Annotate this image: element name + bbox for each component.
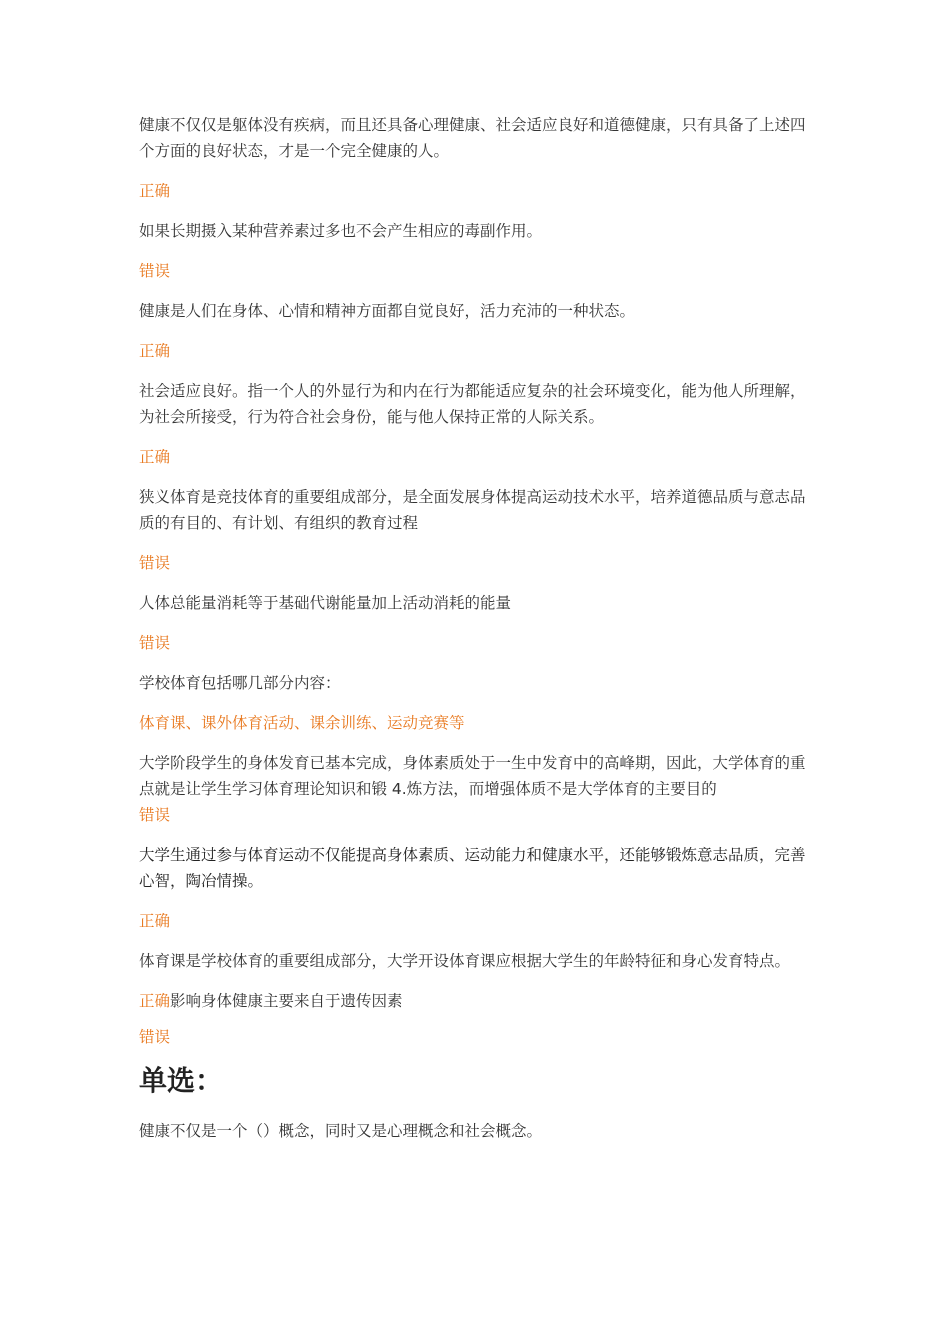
answer-text: 正确 [139, 912, 171, 930]
question-text: 健康是人们在身体、心情和精神方面都自觉良好，活力充沛的一种状态。 [139, 302, 636, 320]
answer-text: 错误 [139, 1028, 171, 1046]
question-text: 健康不仅仅是躯体没有疾病，而且还具备心理健康、社会适应良好和道德健康，只有具备了上述四个方面的良好状态，才是一个完全健康的人。 [139, 116, 806, 160]
section-heading: 单选： [139, 1064, 224, 1097]
answer-text: 错误 [139, 554, 171, 572]
answer-text: 正确 [139, 182, 171, 200]
answer-text: 错误 [139, 262, 171, 280]
question-text: 学校体育包括哪几部分内容： [139, 674, 341, 692]
question-text: 大学阶段学生的身体发育已基本完成，身体素质处于一生中发育中的高峰期，因此，大学体育的重点就是让学生学习体育理论知识和锻 4.炼方法，而增强体质不是大学体育的主要目的 [139, 754, 806, 798]
answer-text: 错误 [139, 806, 171, 824]
answer-text: 正确 [139, 342, 171, 360]
question-text: 体育课是学校体育的重要组成部分，大学开设体育课应根据大学生的年龄特征和身心发育特点。 [139, 952, 791, 970]
answer-text: 正确 [139, 992, 171, 1010]
answer-text: 错误 [139, 634, 171, 652]
question-text: 社会适应良好。指一个人的外显行为和内在行为都能适应复杂的社会环境变化，能为他人所理解，为社会所接受，行为符合社会身份，能与他人保持正常的人际关系。 [139, 382, 806, 426]
question-text: 人体总能量消耗等于基础代谢能量加上活动消耗的能量 [139, 594, 512, 612]
question-text: 如果长期摄入某种营养素过多也不会产生相应的毒副作用。 [139, 222, 543, 240]
document-body [139, 112, 809, 1144]
question-text: 健康不仅是一个（）概念，同时又是心理概念和社会概念。 [139, 1122, 543, 1140]
question-text: 大学生通过参与体育运动不仅能提高身体素质、运动能力和健康水平，还能够锻炼意志品质，完善心智，陶冶情操。 [139, 846, 806, 890]
answer-text: 体育课、课外体育活动、课余训练、运动竞赛等 [139, 714, 465, 732]
question-text: 狭义体育是竞技体育的重要组成部分，是全面发展身体提高运动技术水平，培养道德品质与意志品质的有目的、有计划、有组织的教育过程 [139, 488, 806, 532]
answer-and-question-line [139, 988, 809, 1014]
question-text: 影响身体健康主要来自于遗传因素 [170, 992, 403, 1010]
answer-text: 正确 [139, 448, 171, 466]
